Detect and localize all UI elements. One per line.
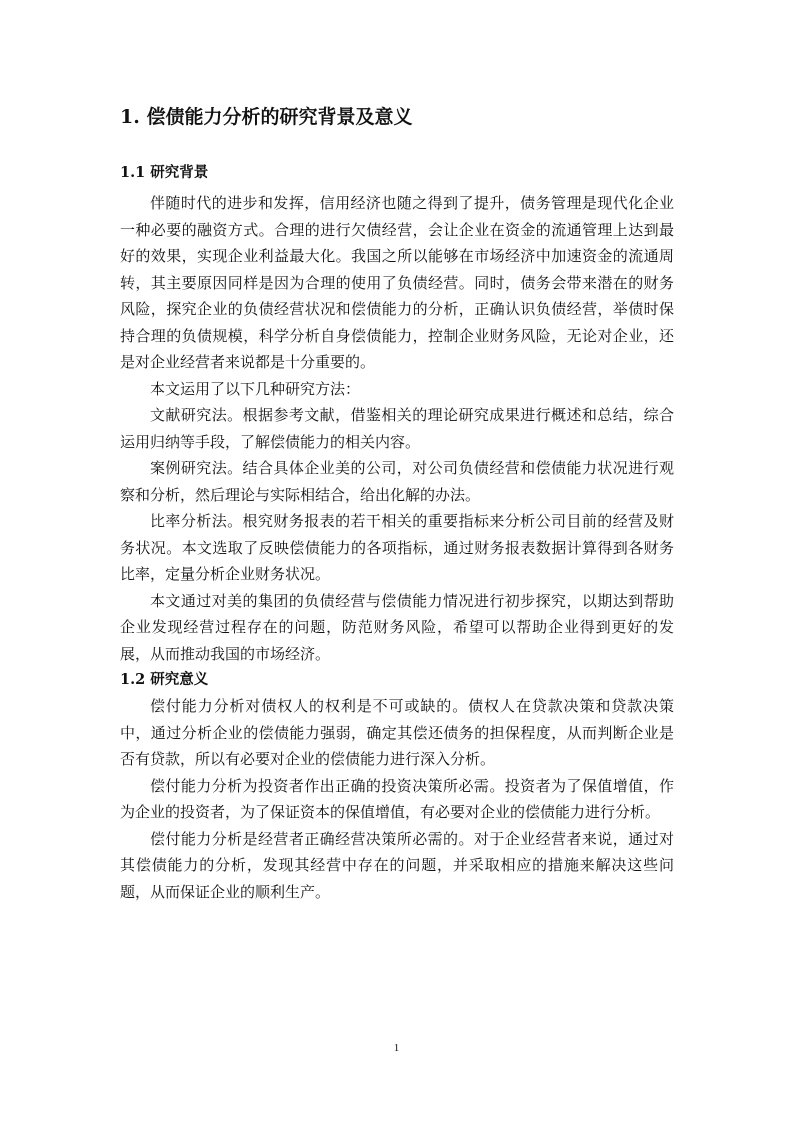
section-title-significance: 1.2 研究意义 (120, 671, 209, 688)
paragraph: 本文运用了以下几种研究方法： (150, 379, 361, 398)
paragraph: 比率分析法。根究财务报表的若干相关的重要指标来分析公司目前的经营及财务状况。本文选取了反映偿债能力的各项指标，通过财务报表数据计算得到各财务比率，定量分析企业财务状况。 (120, 512, 674, 583)
page-content (120, 100, 674, 905)
page-number: 1 (393, 1042, 400, 1054)
paragraph: 本文通过对美的集团的负债经营与偿债能力情况进行初步探究，以期达到帮助企业发现经营过程存在的问题，防范财务风险，希望可以帮助企业得到更好的发展，从而推动我国的市场经济。 (120, 591, 674, 663)
paragraph: 偿付能力分析是经营者正确经营决策所必需的。对于企业经营者来说，通过对其偿债能力的分析，发现其经营中存在的问题，并采取相应的措施来解决这些问题，从而保证企业的顺利生产。 (120, 829, 674, 901)
paragraph: 偿付能力分析为投资者作出正确的投资决策所必需。投资者为了保值增值，作为企业的投资者，为了保证资本的保值增值，有必要对企业的偿债能力进行分析。 (120, 776, 674, 821)
chapter-title: 1. 偿债能力分析的研究背景及意义 (120, 106, 413, 128)
paragraph: 案例研究法。结合具体企业美的公司，对公司负债经营和偿债能力状况进行观察和分析，然后理论与实际相结合，给出化解的办法。 (120, 459, 674, 504)
section-title-background: 1.1 研究背景 (120, 164, 209, 181)
paragraph: 偿付能力分析对债权人的权利是不可或缺的。债权人在贷款决策和贷款决策中，通过分析企业的偿债能力强弱，确定其偿还债务的担保程度，从而判断企业是否有贷款，所以有必要对企业的偿债能力进行深入分析。 (120, 697, 674, 768)
paragraph: 文献研究法。根据参考文献，借鉴相关的理论研究成果进行概述和总结，综合运用归纳等手段，了解偿债能力的相关内容。 (120, 406, 674, 451)
paragraph: 伴随时代的进步和发挥，信用经济也随之得到了提升，债务管理是现代化企业一种必要的融资方式。合理的进行欠债经营，会让企业在资金的流通管理上达到最好的效果，实现企业利益最大化。我国之所以能够在市场经济中加速资金的流通周转，其主要原因同样是因为合理的使用了负债经营。同时，债务会带来潜在的财务风险，探究企业的负债经营状况和偿债能力的分析，正确认识负债经营，举债时保持合理的负债规模，科学分析自身偿债能力，控制企业财务风险，无论对企业，还是对企业经营者来说都是十分重要的。 (120, 194, 674, 371)
